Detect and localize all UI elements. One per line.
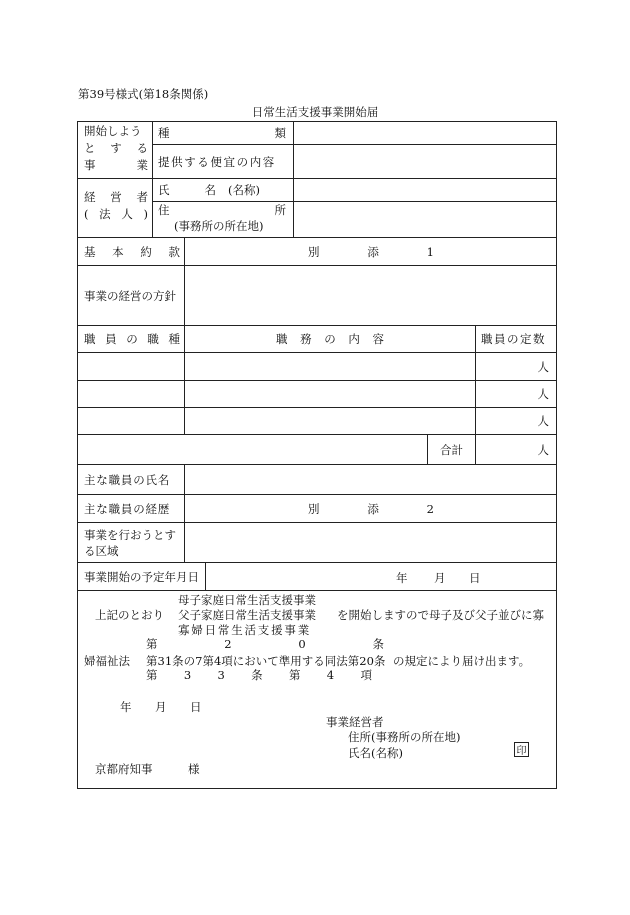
- staff-count-unit: 人: [537, 359, 549, 374]
- business-label-line1: 開始しよう: [84, 123, 142, 138]
- business-type-label: 種 類: [158, 126, 286, 140]
- business-option-widow: 寡婦日常生活支援事業: [178, 623, 311, 637]
- operator-name-label: 氏 名: [158, 183, 216, 197]
- business-label-line3: 事 業: [84, 157, 148, 172]
- form-number: 第39号様式(第18条関係): [78, 87, 209, 101]
- main-staff-label: 主な職員の氏名: [84, 472, 171, 487]
- policy-label: 事業の経営の方針: [84, 288, 176, 303]
- recipient-label: 京都府知事: [95, 762, 153, 776]
- submit-month-label: 月: [155, 700, 167, 714]
- operator-address-label: 住 所: [158, 203, 286, 217]
- operator-address-field[interactable]: [294, 202, 555, 237]
- main-staff-field[interactable]: [185, 465, 555, 494]
- operator-label-line1: 経 営 者: [84, 189, 148, 204]
- staff-type-cell[interactable]: [78, 408, 184, 434]
- signature-address-label: 住所(事務所の所在地): [348, 730, 461, 744]
- law-option-art33: 第 3 3 条 第 4 項: [146, 668, 372, 682]
- staff-duty-cell[interactable]: [185, 353, 475, 380]
- start-month-label: 月: [434, 571, 446, 585]
- service-content-label: 提供する便宜の内容: [158, 154, 276, 169]
- policy-field[interactable]: [185, 266, 555, 325]
- articles-value: 別 添 1: [308, 244, 434, 259]
- staff-total-label: 合計: [440, 442, 463, 457]
- law-option-art31: 第31条の7第4項において準用する同法第20条: [146, 654, 386, 668]
- seal-mark: 印: [514, 742, 529, 757]
- career-label: 主な職員の経歴: [84, 501, 171, 516]
- staff-count-header: 職員の定数: [481, 332, 546, 346]
- business-type-field[interactable]: [294, 122, 555, 144]
- career-value: 別 添 2: [308, 501, 434, 516]
- staff-type-header: 職 員 の 職 種: [84, 332, 180, 346]
- staff-count-unit: 人: [537, 414, 549, 428]
- operator-signature-label: 事業経営者: [326, 715, 384, 729]
- business-option-mother: 母子家庭日常生活支援事業: [178, 593, 316, 607]
- service-content-field[interactable]: [294, 145, 555, 178]
- area-field[interactable]: [185, 523, 555, 562]
- operator-label-line2: ( 法 人 ): [84, 206, 148, 221]
- operator-name-sub: (名称): [228, 183, 260, 197]
- staff-type-cell[interactable]: [78, 353, 184, 380]
- signature-name-label: 氏名(名称): [348, 746, 403, 760]
- articles-label: 基 本 約 款: [84, 244, 180, 259]
- start-year-label: 年: [396, 571, 408, 585]
- start-day-label: 日: [469, 571, 481, 585]
- business-option-father: 父子家庭日常生活支援事業: [178, 608, 316, 622]
- staff-total-unit: 人: [537, 442, 549, 457]
- form-title: 日常生活支援事業開始届: [251, 105, 379, 119]
- staff-duty-cell[interactable]: [185, 381, 475, 407]
- statement-tail: を開始しますので母子及び父子並びに寡: [337, 608, 544, 622]
- operator-name-field[interactable]: [294, 179, 555, 201]
- area-label-line1: 事業を行おうとす: [84, 528, 176, 542]
- law-suffix: の規定により届け出ます。: [393, 654, 531, 668]
- operator-address-sub: (事務所の所在地): [174, 219, 264, 233]
- staff-duty-header: 職 務 の 内 容: [276, 332, 384, 346]
- staff-count-unit: 人: [537, 387, 549, 401]
- start-date-label: 事業開始の予定年月日: [84, 569, 199, 584]
- statement-lead: 上記のとおり: [95, 608, 164, 622]
- business-label-line2: と す る: [84, 140, 148, 155]
- staff-type-cell[interactable]: [78, 381, 184, 407]
- law-prefix: 婦福祉法: [84, 654, 130, 668]
- submit-year-label: 年: [120, 700, 132, 714]
- staff-duty-cell[interactable]: [185, 408, 475, 434]
- recipient-honorific: 様: [188, 762, 200, 776]
- area-label-line2: る区域: [84, 544, 119, 558]
- submit-day-label: 日: [190, 700, 202, 714]
- law-option-art20: 第 2 0 条: [146, 637, 384, 651]
